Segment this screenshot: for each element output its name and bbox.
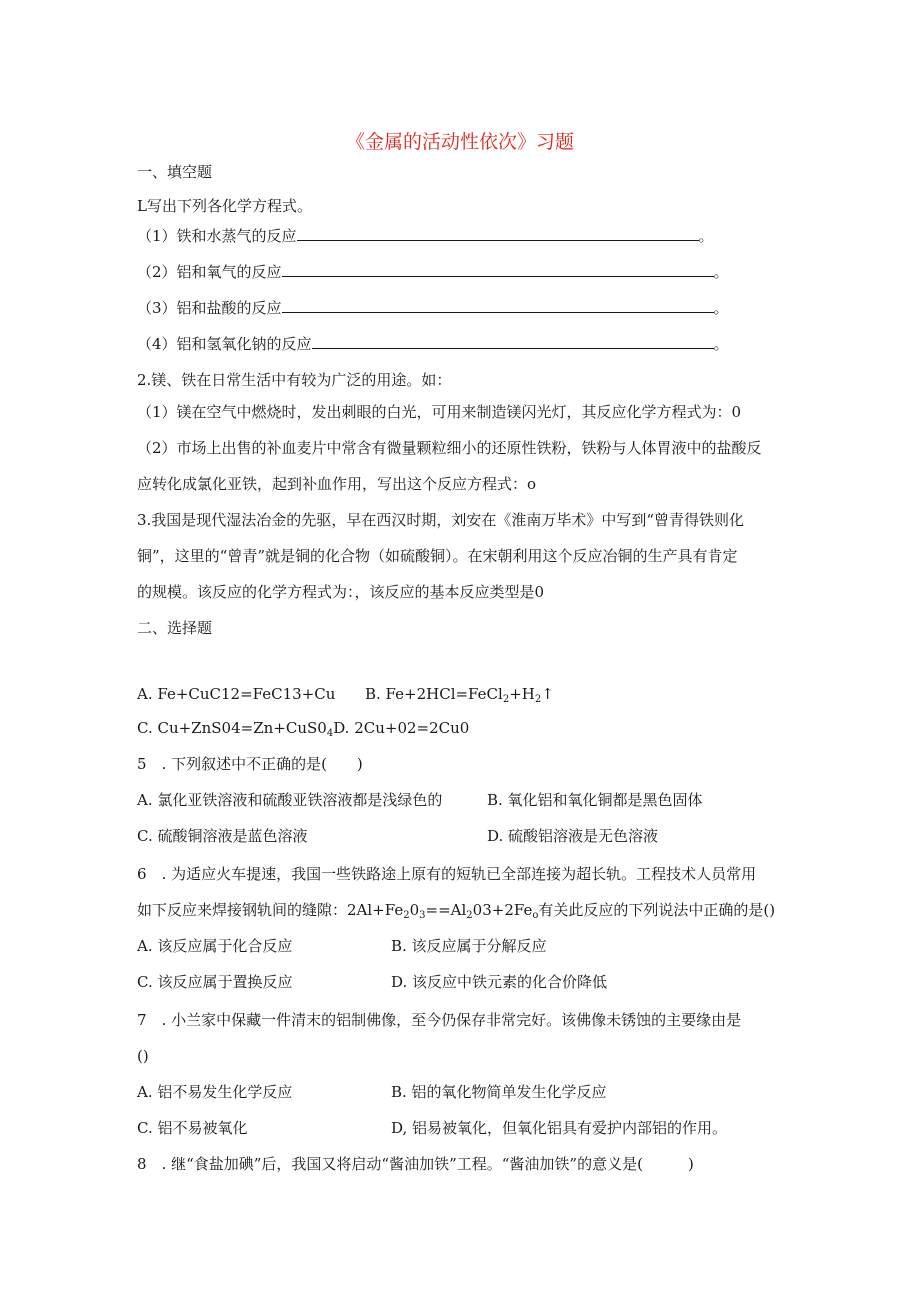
q2-part-2-line-2: 应转化成氯化亚铁，起到补血作用，写出这个反应方程式：o xyxy=(137,475,537,493)
q6-sub: 3 xyxy=(419,910,426,921)
q6-text: 03+2Fe xyxy=(472,901,533,919)
q1-item-2-end: 。 xyxy=(713,263,729,281)
q6-line-1: 6 . 为适应火车提速，我国一些铁路途上原有的短轨已全部连接为超长轨。工程技术人员常用 xyxy=(137,865,757,883)
q1-item-4-label: （4）铝和氢氧化钠的反应 xyxy=(137,335,312,353)
q1-item-4 xyxy=(137,334,729,354)
q7-line-2: () xyxy=(137,1047,149,1065)
q5-option-a[interactable]: A. 氯化亚铁溶液和硫酸亚铁溶液都是浅绿色的 xyxy=(137,791,443,809)
q6-text: 如下反应来焊接钢轨间的缝隙：2Al+Fe xyxy=(137,901,404,919)
q6-line-2 xyxy=(137,900,775,920)
q7-option-a[interactable]: A. 铝不易发生化学反应 xyxy=(137,1083,293,1101)
q2-part-1: （1）镁在空气中燃烧时，发出刺眼的白光，可用来制造镁闪光灯，其反应化学方程式为：0 xyxy=(137,403,742,421)
q5-option-d[interactable]: D. 硫酸铝溶液是无色溶液 xyxy=(487,827,659,845)
q6-option-c[interactable]: C. 该反应属于置换反应 xyxy=(137,973,293,991)
q4-option-c-sub: 4 xyxy=(326,728,334,739)
q6-option-b[interactable]: B. 该反应属于分解反应 xyxy=(391,937,547,955)
q6-text: 0 xyxy=(409,901,420,919)
q1-item-3-label: （3）铝和盐酸的反应 xyxy=(137,299,282,317)
q4-option-b-text: +H xyxy=(509,685,535,703)
q3-line-3: 的规模。该反应的化学方程式为：，该反应的基本反应类型是0 xyxy=(137,583,545,601)
q4-option-b-sub: 2 xyxy=(502,694,510,705)
q7-line-1: 7 . 小兰家中保藏一件清末的铝制佛像，至今仍保存非常完好。该佛像未锈蚀的主要缘由是 xyxy=(137,1011,742,1029)
q4-option-c-text: C. Cu+ZnS04=Zn+CuS0 xyxy=(137,719,327,737)
q3-line-2: 铜”，这里的“曾青”就是铜的化合物（如硫酸铜）。在宋朝利用这个反应冶铜的生产具有肯定 xyxy=(137,547,738,565)
q4-option-d-text: D. 2Cu+02=2Cu0 xyxy=(333,719,470,737)
q4-option-b-sub: 2 xyxy=(534,694,542,705)
q6-sub: 2 xyxy=(403,910,410,921)
q4-option-a[interactable]: A. Fe+CuC12=FeC13+Cu xyxy=(137,685,336,703)
q6-sub: 2 xyxy=(466,910,473,921)
q7-option-d[interactable]: D, 铝易被氧化，但氧化铝具有爱护内部铝的作用。 xyxy=(391,1119,728,1137)
q6-text: ==Al xyxy=(425,901,467,919)
q5-stem: 5 . 下列叙述中不正确的是( ) xyxy=(137,755,363,773)
answer-blank[interactable] xyxy=(282,298,714,313)
section-choice-heading: 二、选择题 xyxy=(137,619,213,637)
q1-item-2 xyxy=(137,262,729,282)
q7-option-c[interactable]: C. 铝不易被氧化 xyxy=(137,1119,248,1137)
q1-stem: L写出下列各化学方程式。 xyxy=(137,197,312,215)
q6-option-d[interactable]: D. 该反应中铁元素的化合价降低 xyxy=(391,973,608,991)
answer-blank[interactable] xyxy=(312,334,714,349)
q4-option-c-d[interactable] xyxy=(137,718,469,738)
section-fill-blank-heading: 一、填空题 xyxy=(137,163,213,181)
q1-item-4-end: 。 xyxy=(713,335,729,353)
q7-option-b[interactable]: B. 铝的氧化物简单发生化学反应 xyxy=(391,1083,607,1101)
q1-item-1 xyxy=(137,226,714,246)
q5-option-c[interactable]: C. 硫酸铜溶液是蓝色溶液 xyxy=(137,827,308,845)
q4-option-b-arrow: ↑ xyxy=(541,685,554,703)
q4-option-b-text: B. Fe+2HCl=FeCl xyxy=(365,685,503,703)
q8-stem: 8 . 继“食盐加碘”后，我国又将启动“酱油加铁”工程。“酱油加铁”的意义是( ) xyxy=(137,1155,694,1173)
q6-option-a[interactable]: A. 该反应属于化合反应 xyxy=(137,937,293,955)
q1-item-1-end: 。 xyxy=(698,227,714,245)
answer-blank[interactable] xyxy=(297,226,699,241)
q2-part-2-line-1: （2）市场上出售的补血麦片中常含有微量颗粒细小的还原性铁粉，铁粉与人体胃液中的盐酸反 xyxy=(137,439,762,457)
q3-line-1: 3.我国是现代湿法冶金的先驱，早在西汉时期，刘安在《淮南万毕术》中写到“曾青得铁则化 xyxy=(137,511,744,529)
q5-option-b[interactable]: B. 氧化铝和氧化铜都是黑色固体 xyxy=(487,791,703,809)
q1-item-3 xyxy=(137,298,729,318)
answer-blank[interactable] xyxy=(282,262,714,277)
q1-item-3-end: 。 xyxy=(713,299,729,317)
q1-item-1-label: （1）铁和水蒸气的反应 xyxy=(137,227,297,245)
q4-option-b[interactable] xyxy=(365,684,554,704)
q6-sub: o xyxy=(532,910,539,921)
q2-stem: 2.镁、铁在日常生活中有较为广泛的用途。如： xyxy=(137,371,452,389)
q6-text: 有关此反应的下列说法中正确的是() xyxy=(538,901,776,919)
page-title: 《金属的活动性依次》习题 xyxy=(345,131,574,153)
q1-item-2-label: （2）铝和氧气的反应 xyxy=(137,263,282,281)
